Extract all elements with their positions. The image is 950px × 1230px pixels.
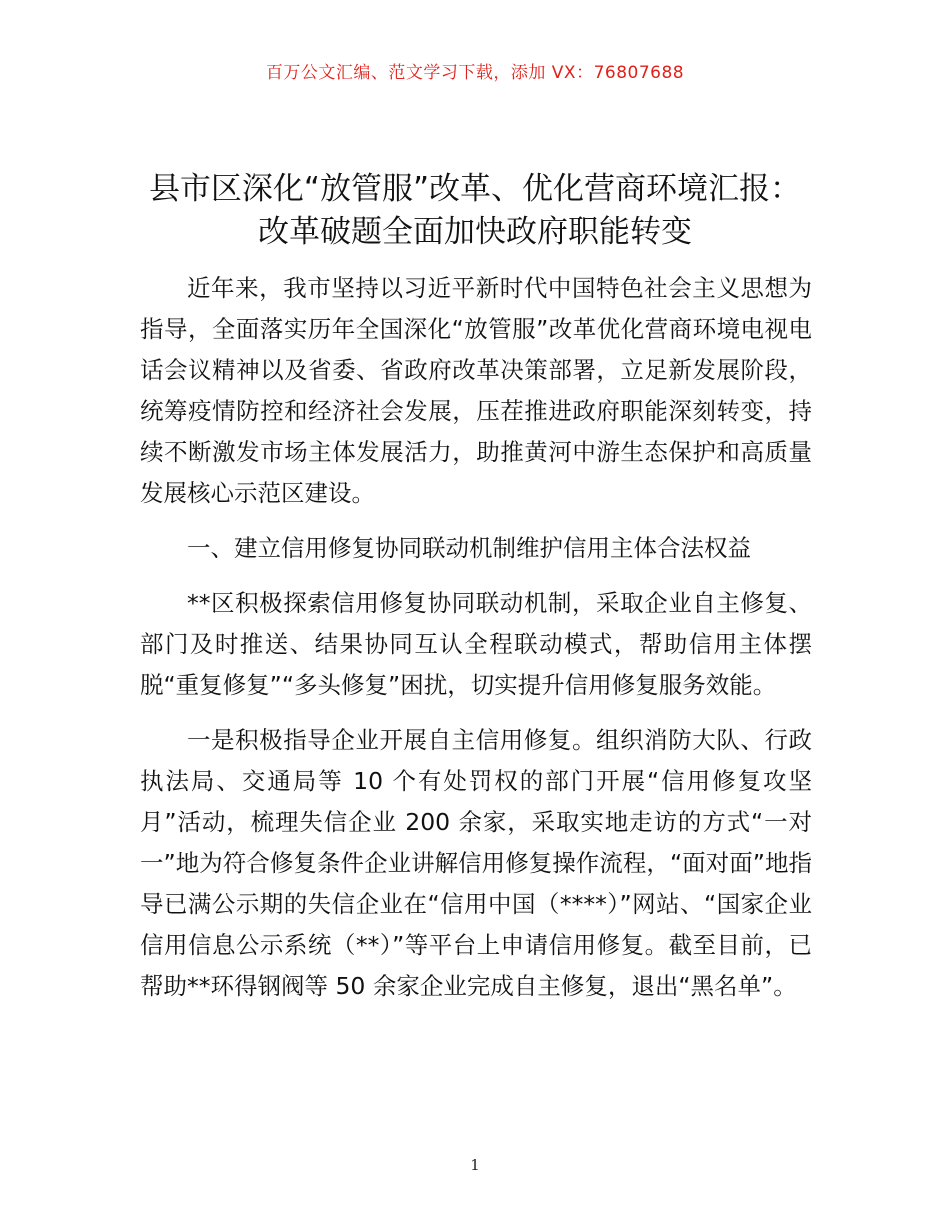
document-body — [140, 268, 812, 1007]
paragraph-section-summary: **区积极探索信用修复协同联动机制，采取企业自主修复、部门及时推送、结果协同互认全程联动模式，帮助信用主体摆脱“重复修复”“多头修复”困扰，切实提升信用修复服务效能。 — [140, 589, 812, 699]
section-heading: 一、建立信用修复协同联动机制维护信用主体合法权益 — [187, 534, 751, 562]
document-title: 县市区深化“放管服”改革、优化营商环境汇报：改革破题全面加快政府职能转变 — [148, 171, 802, 250]
paragraph-intro: 近年来，我市坚持以习近平新时代中国特色社会主义思想为指导，全面落实历年全国深化“放管服”改革优化营商环境电视电话会议精神以及省委、省政府改革决策部署，立足新发展阶段，统筹疫情防控和经济社会发展，压茬推进政府职能深刻转变，持续不断激发市场主体发展活力，助推黄河中游生态保护和高质量发展核心示范区建设。 — [140, 274, 812, 507]
header-banner: 百万公文汇编、范文学习下载，添加 VX：76807688 — [265, 63, 685, 83]
page-number: 1 — [470, 1156, 480, 1174]
paragraph-point-one: 一是积极指导企业开展自主信用修复。组织消防大队、行政执法局、交通局等 10 个有处罚权的部门开展“信用修复攻坚月”活动，梳理失信企业 200 余家，采取实地走访的方式“一对一”地为符合修复条件企业讲解信用修复操作流程，“面对面”地指导已满公示期的失信企业在“信用中国（****）”网站、“国家企业信用信息公示系统（**）”等平台上申请信用修复。截至目前，已帮助**环得钢阀等 50 余家企业完成自主修复，退出“黑名单”。 — [140, 726, 812, 1000]
